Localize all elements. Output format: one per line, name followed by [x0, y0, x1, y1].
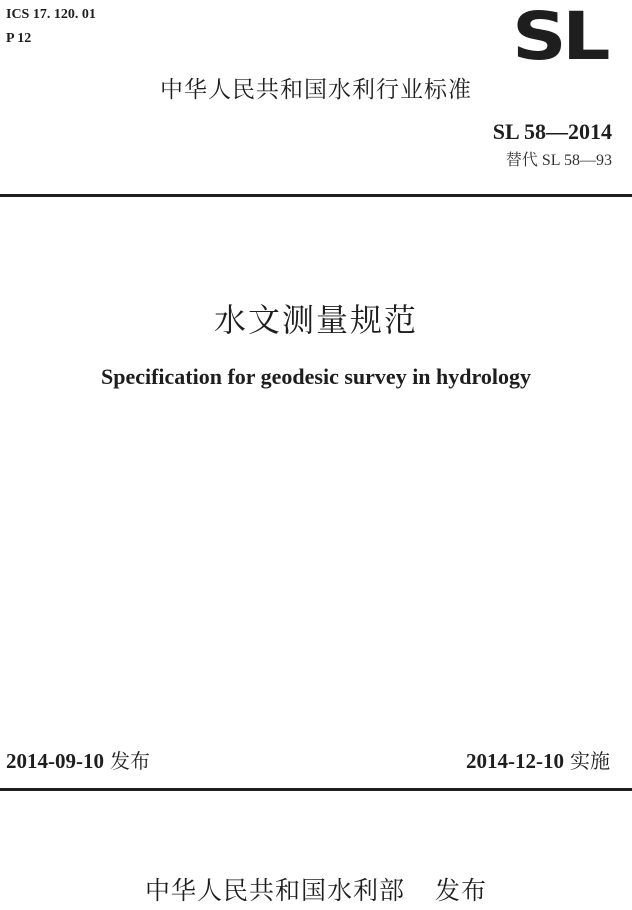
issuer-action: 发布: [435, 876, 488, 905]
effective-date-block: [466, 746, 610, 776]
document-title-english: Specification for geodesic survey in hydrology: [100, 364, 531, 389]
bottom-divider: [0, 788, 632, 791]
classification-code: P 12: [6, 31, 32, 46]
issue-label: 发布: [110, 749, 150, 773]
issue-date-block: [6, 746, 150, 776]
standard-type-heading: 中华人民共和国水利行业标准: [160, 77, 472, 103]
document-title-chinese: 水文测量规范: [213, 301, 418, 339]
effective-label: 实施: [570, 749, 610, 773]
issue-date: 2014-09-10: [6, 749, 104, 773]
top-divider: [0, 194, 632, 197]
ics-code: ICS 17. 120. 01: [6, 7, 96, 22]
issuer-name: 中华人民共和国水利部: [144, 876, 405, 905]
standard-number: SL 58—2014: [492, 119, 612, 144]
effective-date: 2014-12-10: [466, 749, 564, 773]
sl-logo: SL: [512, 0, 606, 75]
issuer-block: [0, 874, 632, 908]
replaces-standard: 替代 SL 58—93: [505, 152, 612, 169]
